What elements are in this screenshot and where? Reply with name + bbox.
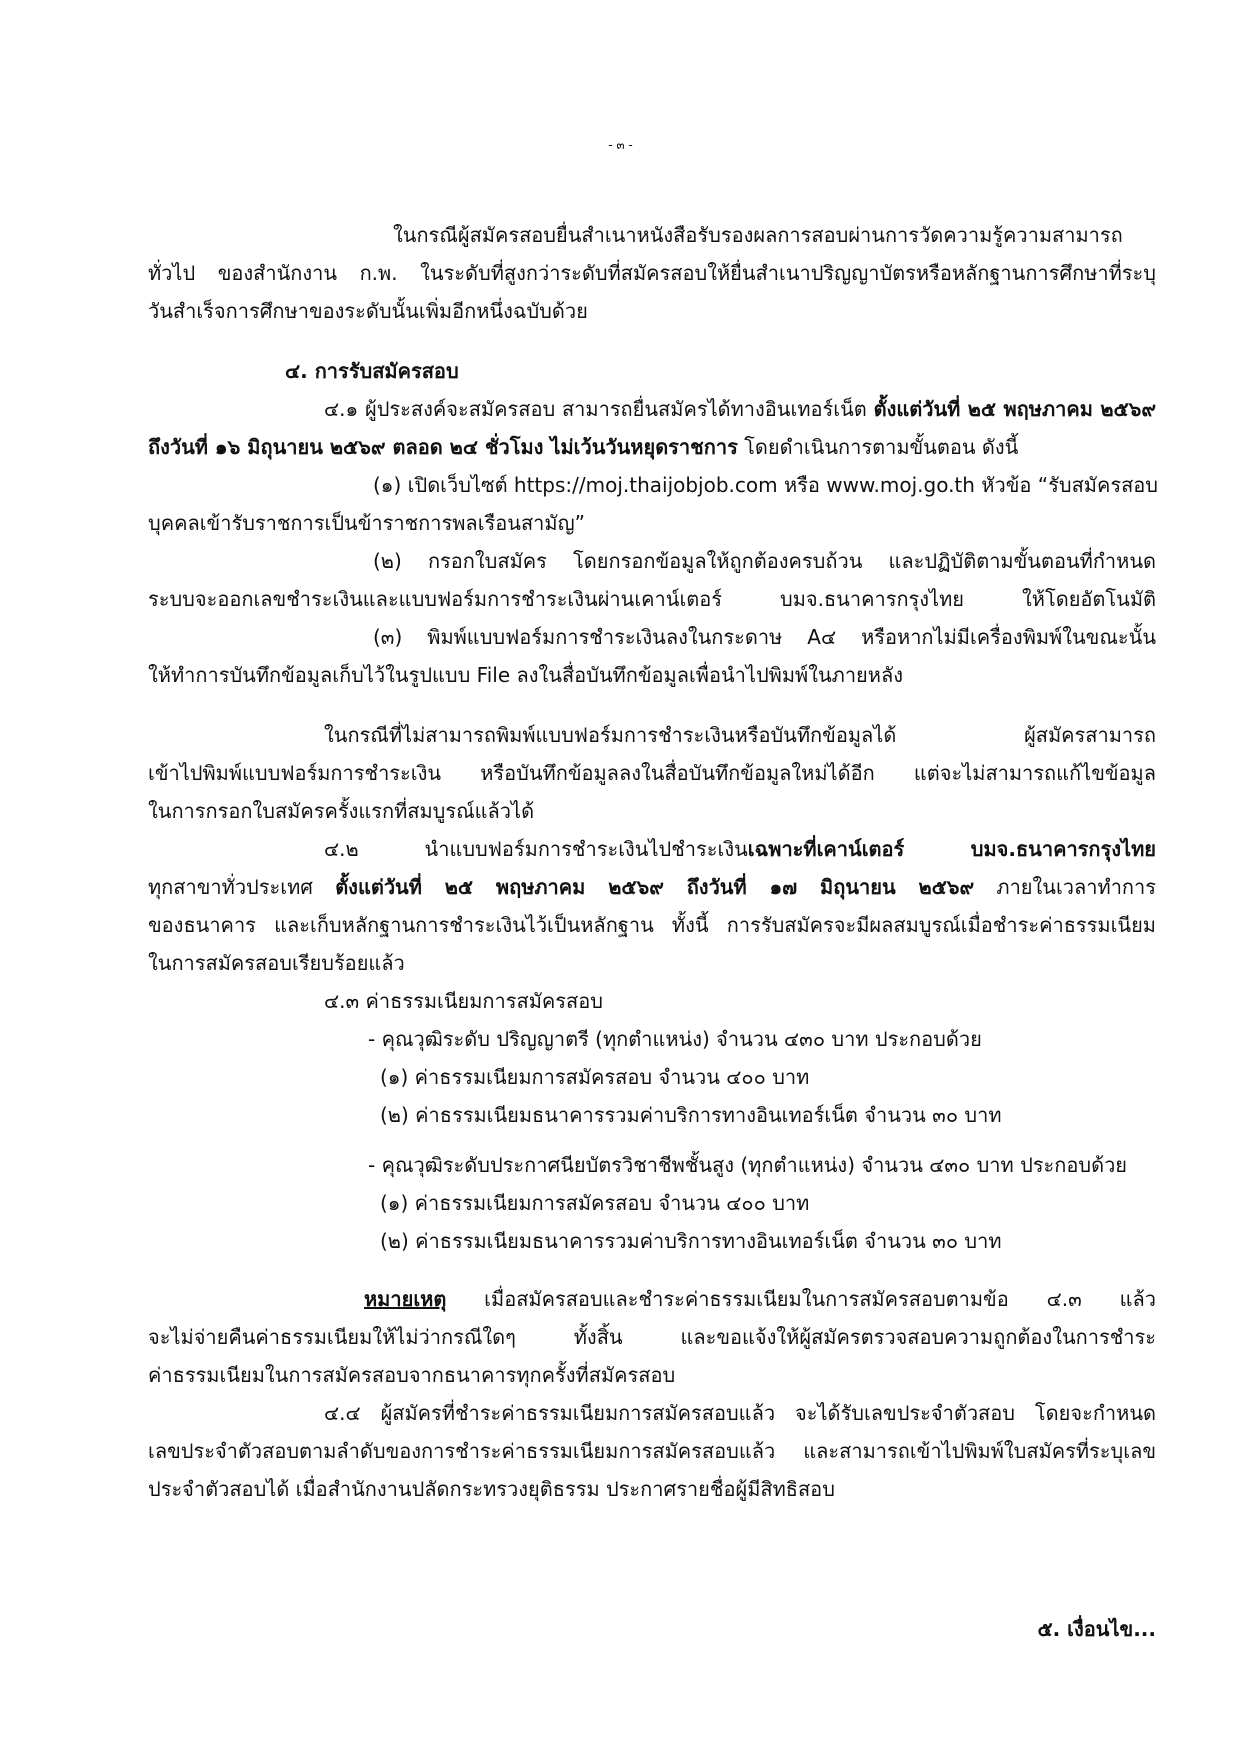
s41-line-2	[148, 428, 1018, 466]
s42-line-1	[324, 830, 1156, 868]
s41-step-3-line-2: ให้ทำการบันทึกข้อมูลเก็บไว้ในรูปแบบ File ลงในสื่อบันทึกข้อมูลเพื่อนำไปพิมพ์ในภายหลัง	[148, 663, 903, 687]
section-4-heading: ๔. การรับสมัครสอบ	[285, 359, 459, 383]
s42-line-2-text-c: ภายในเวลาทำการ	[974, 875, 1157, 899]
s43-group-1-item-1: (๑) ค่าธรรมเนียมการสมัครสอบ จำนวน ๔๐๐ บาท	[380, 1065, 810, 1089]
s43-group-2-item-1: (๑) ค่าธรรมเนียมการสมัครสอบ จำนวน ๔๐๐ บาท	[380, 1191, 810, 1215]
s42-line-2	[148, 868, 1156, 906]
s42-line-1-bold: เฉพาะที่เคาน์เตอร์ บมจ.ธนาคารกรุงไทย	[747, 837, 1156, 861]
s41-step-1-line-1: (๑) เปิดเว็บไซต์ https://moj.thaijobjob.com หรือ www.moj.go.th หัวข้อ “รับสมัครสอบ	[373, 473, 1158, 497]
s44-line-2: เลขประจำตัวสอบตามลำดับของการชำระค่าธรรมเนียมการสมัครสอบแล้ว และสามารถเข้าไปพิมพ์ใบสมัครที่ระบุเลข	[148, 1439, 1156, 1463]
s41-step-3-line-1: (๓) พิมพ์แบบฟอร์มการชำระเงินลงในกระดาษ A๔ หรือหากไม่มีเครื่องพิมพ์ในขณะนั้น	[373, 625, 1156, 649]
s42-line-3: ของธนาคาร และเก็บหลักฐานการชำระเงินไว้เป็นหลักฐาน ทั้งนี้ การรับสมัครจะมีผลสมบูรณ์เมื่อชำระค่าธรรมเนียม	[148, 913, 1156, 937]
s41-line-1	[324, 390, 1156, 428]
s41-line-2-bold: ถึงวันที่ ๑๖ มิถุนายน ๒๕๖๙ ตลอด ๒๔ ชั่วโมง ไม่เว้นวันหยุดราชการ	[148, 435, 738, 459]
remark-label: หมายเหตุ	[364, 1287, 447, 1311]
s43-group-2-item-2: (๒) ค่าธรรมเนียมธนาคารรวมค่าบริการทางอินเทอร์เน็ต จำนวน ๓๐ บาท	[380, 1229, 1002, 1253]
paragraph-intro-line-3: วันสำเร็จการศึกษาของระดับนั้นเพิ่มอีกหนึ่งฉบับด้วย	[148, 299, 588, 323]
remark-line-1	[364, 1280, 1156, 1318]
remark-line-1-text: เมื่อสมัครสอบและชำระค่าธรรมเนียมในการสมัครสอบตามข้อ ๔.๓ แล้ว	[446, 1287, 1156, 1311]
continuation-marker: ๕. เงื่อนไข...	[1037, 1617, 1156, 1641]
s41-note-line-2: เข้าไปพิมพ์แบบฟอร์มการชำระเงิน หรือบันทึกข้อมูลลงในสื่อบันทึกข้อมูลใหม่ได้อีก แต่จะไม่สามารถแก้ไขข้อมูล	[148, 761, 1156, 785]
s43-group-2: - คุณวุฒิระดับประกาศนียบัตรวิชาชีพชั้นสูง (ทุกตำแหน่ง) จำนวน ๔๓๐ บาท ประกอบด้วย	[368, 1153, 1128, 1177]
s43-group-1-item-2: (๒) ค่าธรรมเนียมธนาคารรวมค่าบริการทางอินเทอร์เน็ต จำนวน ๓๐ บาท	[380, 1103, 1002, 1127]
s41-line-1-bold: ตั้งแต่วันที่ ๒๕ พฤษภาคม ๒๕๖๙	[873, 397, 1157, 421]
s41-step-2-line-1: (๒) กรอกใบสมัคร โดยกรอกข้อมูลให้ถูกต้องครบถ้วน และปฏิบัติตามขั้นตอนที่กำหนด	[373, 549, 1156, 573]
page-number: - ๓ -	[608, 138, 633, 152]
paragraph-intro-line-1: ในกรณีผู้สมัครสอบยื่นสำเนาหนังสือรับรองผลการสอบผ่านการวัดความรู้ความสามารถ	[393, 223, 1123, 247]
s42-line-2-bold: ตั้งแต่วันที่ ๒๕ พฤษภาคม ๒๕๖๙ ถึงวันที่ ๑๗ มิถุนายน ๒๕๖๙	[335, 875, 975, 899]
remark-line-2: จะไม่จ่ายคืนค่าธรรมเนียมให้ไม่ว่ากรณีใดๆ ทั้งสิ้น และขอแจ้งให้ผู้สมัครตรวจสอบความถูกต้องในการชำระ	[148, 1325, 1156, 1349]
s41-line-2-text: โดยดำเนินการตามขั้นตอน ดังนี้	[737, 435, 1019, 459]
s41-step-2-line-2: ระบบจะออกเลขชำระเงินและแบบฟอร์มการชำระเงินผ่านเคาน์เตอร์ บมจ.ธนาคารกรุงไทย ให้โดยอัตโนมัติ	[148, 587, 1156, 611]
s43-heading: ๔.๓ ค่าธรรมเนียมการสมัครสอบ	[324, 989, 603, 1013]
s44-line-1: ๔.๔ ผู้สมัครที่ชำระค่าธรรมเนียมการสมัครสอบแล้ว จะได้รับเลขประจำตัวสอบ โดยจะกำหนด	[324, 1401, 1156, 1425]
s44-line-3: ประจำตัวสอบได้ เมื่อสำนักงานปลัดกระทรวงยุติธรรม ประกาศรายชื่อผู้มีสิทธิสอบ	[148, 1477, 835, 1501]
s42-line-1-text: ๔.๒ นำแบบฟอร์มการชำระเงินไปชำระเงิน	[324, 837, 748, 861]
s42-line-2-text-a: ทุกสาขาทั่วประเทศ	[148, 875, 336, 899]
remark-line-3: ค่าธรรมเนียมในการสมัครสอบจากธนาคารทุกครั้งที่สมัครสอบ	[148, 1363, 676, 1387]
paragraph-intro-line-2: ทั่วไป ของสำนักงาน ก.พ. ในระดับที่สูงกว่าระดับที่สมัครสอบให้ยื่นสำเนาปริญญาบัตรหรือหลักฐานการศึกษาที่ระบุ	[148, 261, 1156, 285]
s41-note-line-1: ในกรณีที่ไม่สามารถพิมพ์แบบฟอร์มการชำระเงินหรือบันทึกข้อมูลได้ ผู้สมัครสามารถ	[324, 723, 1156, 747]
s43-group-1: - คุณวุฒิระดับ ปริญญาตรี (ทุกตำแหน่ง) จำนวน ๔๓๐ บาท ประกอบด้วย	[368, 1027, 982, 1051]
s41-line-1-text: ๔.๑ ผู้ประสงค์จะสมัครสอบ สามารถยื่นสมัครได้ทางอินเทอร์เน็ต	[324, 397, 874, 421]
s42-line-4: ในการสมัครสอบเรียบร้อยแล้ว	[148, 951, 405, 975]
s41-note-line-3: ในการกรอกใบสมัครครั้งแรกที่สมบูรณ์แล้วได้	[148, 799, 535, 823]
s41-step-1-line-2: บุคคลเข้ารับราชการเป็นข้าราชการพลเรือนสามัญ”	[148, 511, 585, 535]
